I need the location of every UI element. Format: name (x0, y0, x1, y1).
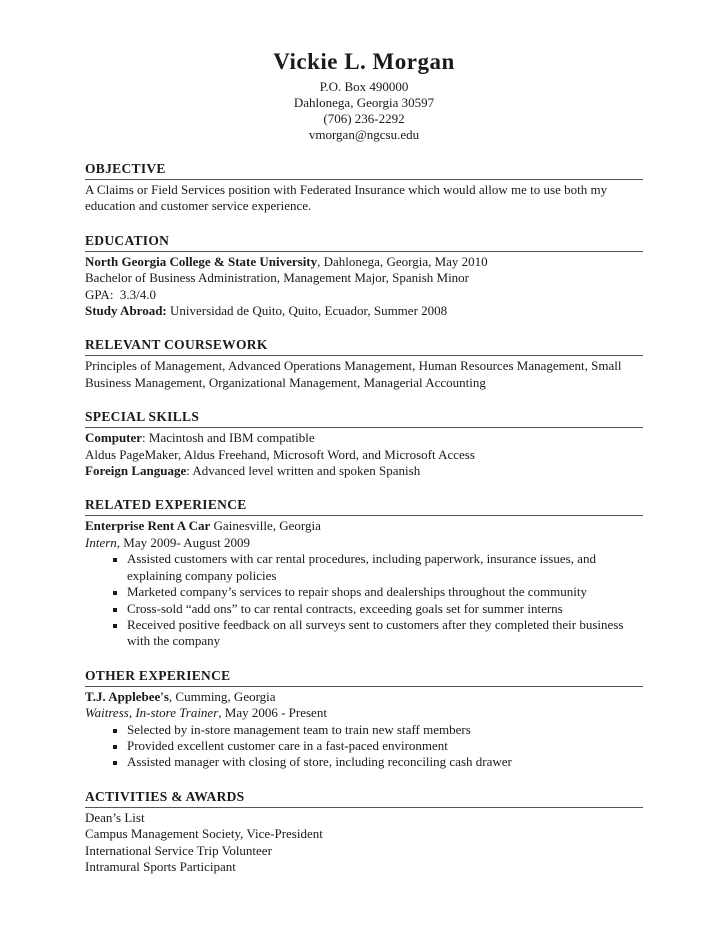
address-line-2: Dahlonega, Georgia 30597 (293, 95, 435, 110)
language-label: Foreign Language (85, 463, 187, 479)
school-location-date: , Dahlonega, Georgia, May 2010 (317, 253, 488, 269)
bullet-text: Selected by in-store management team to train new staff members (127, 721, 471, 737)
phone-number: (706) 236-2292 (323, 111, 405, 126)
activity-item: International Service Trip Volunteer (85, 842, 272, 858)
list-item (85, 617, 643, 650)
employer-name: Enterprise Rent A Car (85, 518, 211, 534)
resume-header (85, 48, 643, 143)
person-name: Vickie L. Morgan (273, 49, 455, 74)
section-title: OTHER EXPERIENCE (85, 667, 643, 687)
objective-text: A Claims or Field Services position with Federated Insurance which would allow me to use both my education and customer service experience. (85, 182, 611, 214)
list-item (85, 738, 643, 754)
bullet-list (85, 722, 643, 771)
bullet-list (85, 551, 643, 649)
bullet-text: Assisted manager with closing of store, including reconciling cash drawer (127, 754, 512, 770)
language-detail: : Advanced level written and spoken Spanish (186, 463, 421, 479)
education-study-abroad-line (85, 303, 643, 319)
employer-name: T.J. Applebee's (85, 688, 169, 704)
role-line (85, 705, 643, 721)
study-abroad-detail: Universidad de Quito, Quito, Ecuador, Summer 2008 (166, 303, 448, 319)
section-skills (85, 408, 643, 479)
employer-location: , Cumming, Georgia (168, 688, 276, 704)
email-address: vmorgan@ngcsu.edu (308, 127, 420, 142)
activity-item: Campus Management Society, Vice-President (85, 826, 323, 842)
bullet-text: Assisted customers with car rental procedures, including paperwork, insurance issues, and explaining company policies (127, 551, 600, 583)
study-abroad-label: Study Abroad: (85, 303, 167, 319)
section-education (85, 232, 643, 320)
section-title: RELATED EXPERIENCE (85, 496, 643, 516)
bullet-text: Marketed company’s services to repair shops and dealerships throughout the community (127, 584, 587, 600)
section-title: RELEVANT COURSEWORK (85, 336, 643, 356)
employer-line (85, 518, 643, 534)
bullet-text: Cross-sold “add ons” to car rental contracts, exceeding goals set for summer interns (127, 600, 563, 616)
education-degree-line: Bachelor of Business Administration, Management Major, Spanish Minor (85, 270, 470, 286)
role-dates: , May 2009- August 2009 (116, 534, 251, 550)
school-name: North Georgia College & State University (85, 253, 318, 269)
list-item (85, 754, 643, 770)
skills-computer-line (85, 430, 643, 446)
bullet-text: Provided excellent customer care in a fast-paced environment (127, 737, 448, 753)
section-title: SPECIAL SKILLS (85, 408, 643, 428)
list-item (85, 584, 643, 600)
computer-detail: : Macintosh and IBM compatible (142, 430, 315, 446)
section-other-experience (85, 667, 643, 771)
role-dates: , May 2006 - Present (218, 705, 327, 721)
section-related-experience (85, 496, 643, 649)
section-activities-awards (85, 788, 643, 876)
education-school-line (85, 254, 643, 270)
section-title: EDUCATION (85, 232, 643, 252)
bullet-text: Received positive feedback on all surveys sent to customers after they completed their business with the company (127, 616, 627, 649)
list-item (85, 722, 643, 738)
section-objective (85, 160, 643, 215)
employer-line (85, 689, 643, 705)
role-line (85, 535, 643, 551)
role-title: Intern (85, 534, 117, 550)
skills-language-line (85, 463, 643, 479)
skills-software-line: Aldus PageMaker, Aldus Freehand, Microsoft Word, and Microsoft Access (85, 446, 475, 462)
list-item (85, 601, 643, 617)
coursework-text: Principles of Management, Advanced Operations Management, Human Resources Management, Small Business Management, Organizational Management, Managerial Accounting (85, 358, 625, 390)
activity-item: Intramural Sports Participant (85, 858, 236, 874)
role-title: Waitress, In-store Trainer (85, 705, 219, 721)
section-title: ACTIVITIES & AWARDS (85, 788, 643, 808)
section-coursework (85, 336, 643, 391)
section-title: OBJECTIVE (85, 160, 643, 180)
computer-label: Computer (85, 430, 143, 446)
list-item (85, 551, 643, 584)
education-gpa-line: GPA: 3.3/4.0 (85, 286, 157, 302)
address-line-1: P.O. Box 490000 (319, 79, 409, 94)
employer-location: Gainesville, Georgia (210, 518, 321, 534)
activity-item: Dean’s List (85, 809, 145, 825)
